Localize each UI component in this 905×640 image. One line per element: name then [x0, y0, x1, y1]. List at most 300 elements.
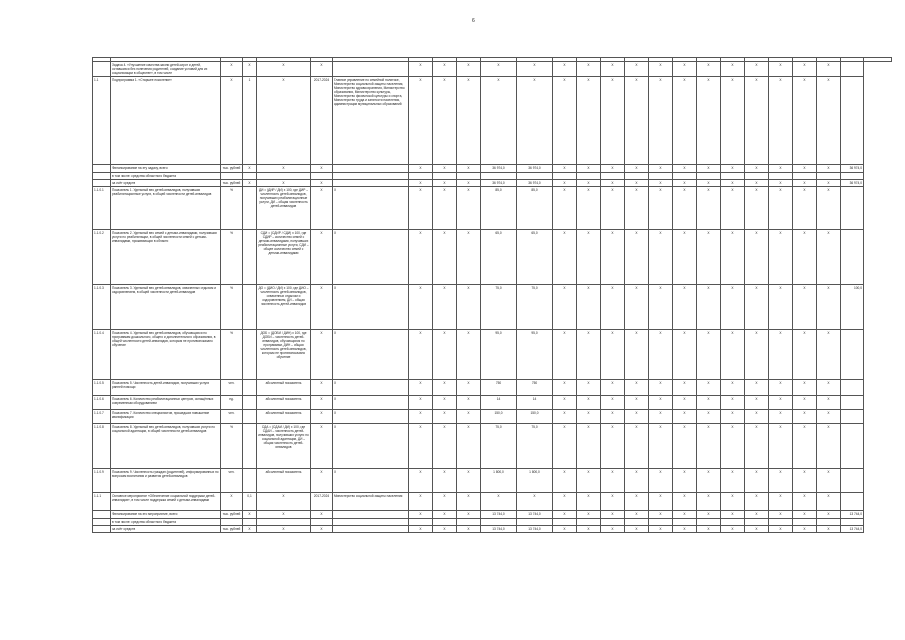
value-cell: Х [817, 469, 841, 493]
value-cell: Х [553, 410, 577, 424]
value-cell: 150,0 [517, 410, 553, 424]
value-cell: Х [577, 526, 601, 533]
value-cell: Х [769, 330, 793, 380]
period-cell: Х [311, 511, 333, 519]
row-id-cell [93, 519, 111, 526]
executor-cell [333, 62, 409, 77]
executor-cell [333, 180, 409, 187]
value-cell: Х [721, 180, 745, 187]
value-cell: Х [793, 396, 817, 410]
executor-cell: Главное управление по семейной политике, Министерство социальной защиты населения, Министерство здравоохранения, Министерство образования, Министерство культуры, Министерство физической культуры и спорта, Министерство труда и занятости населения, администрации муниципальных образований [333, 77, 409, 165]
unit-cell: чел. [221, 469, 243, 493]
value-cell: Х [745, 330, 769, 380]
value-cell: Х [673, 526, 697, 533]
value-cell: 95,0 [517, 330, 553, 380]
value-cell: Х [817, 62, 841, 77]
value-cell: Х [601, 165, 625, 173]
value-cell: Х [769, 526, 793, 533]
value-cell: Х [625, 396, 649, 410]
value-cell: Х [625, 424, 649, 469]
total-cell [841, 469, 864, 493]
table-row [93, 519, 892, 526]
value-cell: Х [577, 62, 601, 77]
value-cell: Х [601, 380, 625, 396]
value-cell: Х [481, 77, 517, 165]
value-cell: Х [577, 424, 601, 469]
executor-cell: Х [333, 330, 409, 380]
executor-cell: Х [333, 396, 409, 410]
value-cell [769, 173, 793, 180]
value-cell: 1 800,0 [517, 469, 553, 493]
value-cell: Х [769, 511, 793, 519]
value-cell [697, 173, 721, 180]
code-cell: 0,1 [243, 493, 257, 511]
formula-cell: Х [257, 511, 311, 519]
value-cell: 13 744,0 [481, 511, 517, 519]
row-id-cell [93, 526, 111, 533]
table-body [93, 58, 892, 533]
table-row [93, 165, 892, 173]
unit-cell: чел. [221, 410, 243, 424]
value-cell: Х [553, 511, 577, 519]
value-cell: Х [697, 424, 721, 469]
value-cell: Х [721, 165, 745, 173]
period-cell: 2017-2024 [311, 77, 333, 165]
total-cell [841, 230, 864, 285]
value-cell: Х [553, 62, 577, 77]
formula-cell [257, 173, 311, 180]
value-cell: Х [769, 62, 793, 77]
row-id-cell: 1.1.0.5 [93, 380, 111, 396]
period-cell: Х [311, 180, 333, 187]
value-cell: Х [601, 62, 625, 77]
value-cell: Х [625, 165, 649, 173]
value-cell [457, 173, 481, 180]
executor-cell: Х [333, 424, 409, 469]
value-cell: Х [769, 230, 793, 285]
value-cell: Х [769, 493, 793, 511]
value-cell: Х [793, 469, 817, 493]
value-cell: Х [577, 380, 601, 396]
page-number: 6 [472, 18, 475, 24]
table-row [93, 77, 892, 165]
value-cell: Х [817, 77, 841, 165]
value-cell: Х [817, 180, 841, 187]
code-cell: Х [243, 180, 257, 187]
value-cell: Х [601, 424, 625, 469]
row-name-cell: в том числе: средства областного бюджета [111, 173, 221, 180]
value-cell: Х [697, 526, 721, 533]
value-cell [577, 173, 601, 180]
value-cell: Х [649, 380, 673, 396]
value-cell: Х [649, 424, 673, 469]
code-cell [243, 410, 257, 424]
value-cell: Х [433, 285, 457, 330]
value-cell: Х [625, 493, 649, 511]
value-cell: Х [793, 285, 817, 330]
value-cell: Х [673, 410, 697, 424]
table-row [93, 469, 892, 493]
value-cell: Х [481, 493, 517, 511]
row-id-cell [93, 511, 111, 519]
value-cell: Х [673, 396, 697, 410]
value-cell: 150,0 [481, 410, 517, 424]
value-cell: Х [697, 410, 721, 424]
formula-cell: СДИ = (СДИР / СДИ) х 100, где СДИР – количество семей с детьми-инвалидами, получивших реабилитационные услуги, СДИ – общее количество семей с детьми-инвалидами [257, 230, 311, 285]
value-cell: Х [745, 493, 769, 511]
row-name-cell: Задача 4. «Улучшение качества жизни детей-сирот и детей, оставшихся без попечения родителей, создание условий для их социализации в обществе», в том числе [111, 62, 221, 77]
code-cell [243, 519, 257, 526]
value-cell: 14 [517, 396, 553, 410]
value-cell: Х [553, 180, 577, 187]
value-cell: Х [577, 493, 601, 511]
value-cell: Х [769, 396, 793, 410]
value-cell: Х [793, 526, 817, 533]
formula-cell: Х [257, 526, 311, 533]
value-cell: Х [745, 230, 769, 285]
value-cell: Х [649, 396, 673, 410]
row-id-cell: 1.1.0.2 [93, 230, 111, 285]
value-cell: Х [721, 285, 745, 330]
value-cell: Х [457, 62, 481, 77]
value-cell: Х [721, 380, 745, 396]
value-cell: Х [745, 380, 769, 396]
row-id-cell: 1.1.0.1 [93, 187, 111, 230]
value-cell: Х [409, 493, 433, 511]
formula-cell: Х [257, 493, 311, 511]
value-cell [673, 519, 697, 526]
value-cell: Х [721, 396, 745, 410]
code-cell [243, 396, 257, 410]
value-cell: Х [577, 285, 601, 330]
value-cell [817, 173, 841, 180]
value-cell: Х [649, 410, 673, 424]
formula-cell [257, 519, 311, 526]
value-cell: Х [409, 511, 433, 519]
value-cell: Х [721, 230, 745, 285]
value-cell: Х [649, 187, 673, 230]
value-cell: Х [409, 380, 433, 396]
value-cell [769, 519, 793, 526]
value-cell: Х [793, 187, 817, 230]
formula-cell: ДИ = (ДИР / ДИ) х 100, где ДИР – численность детей-инвалидов, получивших реабилитационные услуги, ДИ – общая численность детей-инвалидов [257, 187, 311, 230]
value-cell: Х [517, 62, 553, 77]
value-cell: Х [793, 424, 817, 469]
value-cell: Х [433, 62, 457, 77]
value-cell [793, 519, 817, 526]
total-cell [841, 519, 864, 526]
value-cell: Х [745, 396, 769, 410]
code-cell: Х [243, 526, 257, 533]
formula-cell: Х [257, 180, 311, 187]
value-cell: Х [673, 165, 697, 173]
value-cell: 65,0 [517, 230, 553, 285]
value-cell: Х [649, 165, 673, 173]
value-cell: 13 744,0 [517, 511, 553, 519]
value-cell [817, 519, 841, 526]
value-cell: 13 744,0 [517, 526, 553, 533]
value-cell: Х [745, 424, 769, 469]
value-cell: Х [457, 165, 481, 173]
value-cell: Х [409, 526, 433, 533]
value-cell: Х [409, 165, 433, 173]
code-cell [243, 230, 257, 285]
formula-cell: абсолютный показатель [257, 396, 311, 410]
value-cell [457, 519, 481, 526]
value-cell: Х [745, 469, 769, 493]
value-cell: Х [553, 285, 577, 330]
value-cell: 85,0 [481, 187, 517, 230]
code-cell: Х [243, 62, 257, 77]
value-cell: Х [625, 410, 649, 424]
value-cell: Х [673, 493, 697, 511]
row-name-cell: за счёт средств [111, 180, 221, 187]
value-cell: Х [793, 511, 817, 519]
total-cell: 100,0 [841, 285, 864, 330]
value-cell: Х [697, 180, 721, 187]
unit-cell: % [221, 230, 243, 285]
row-name-cell: Основное мероприятие «Обеспечение социальной поддержки детей-инвалидов», в том числе поддержка семей с детьми-инвалидами [111, 493, 221, 511]
table-row [93, 62, 892, 77]
value-cell: Х [553, 469, 577, 493]
value-cell: Х [769, 424, 793, 469]
row-name-cell: Показатель 3. Удельный вес детей-инвалидов, охваченных отдыхом и оздоровлением, в общей численности детей-инвалидов [111, 285, 221, 330]
unit-cell: тыс. рублей [221, 511, 243, 519]
value-cell: Х [553, 396, 577, 410]
value-cell: Х [673, 180, 697, 187]
code-cell [243, 330, 257, 380]
value-cell: Х [577, 511, 601, 519]
value-cell: Х [769, 410, 793, 424]
formula-cell: Х [257, 165, 311, 173]
table-row [93, 173, 892, 180]
formula-cell: Х [257, 62, 311, 77]
table-row [93, 526, 892, 533]
value-cell: Х [553, 424, 577, 469]
value-cell: Х [433, 230, 457, 285]
formula-cell: абсолютный показатель [257, 469, 311, 493]
period-cell: Х [311, 62, 333, 77]
table-row [93, 424, 892, 469]
period-cell [311, 519, 333, 526]
value-cell: 75,0 [517, 424, 553, 469]
value-cell: Х [769, 380, 793, 396]
executor-cell: Министерство социальной защиты населения [333, 493, 409, 511]
value-cell: Х [625, 187, 649, 230]
period-cell: Х [311, 396, 333, 410]
period-cell: Х [311, 424, 333, 469]
value-cell: 75,0 [481, 285, 517, 330]
value-cell: Х [769, 165, 793, 173]
value-cell: Х [601, 493, 625, 511]
row-id-cell [93, 173, 111, 180]
value-cell: Х [817, 285, 841, 330]
row-name-cell: за счёт средств [111, 526, 221, 533]
formula-cell: ДО = (ДИО / ДИ) х 100, где ДИО – численность детей-инвалидов, охваченных отдыхом и оздоровлением, ДИ – общая численность детей-инвалидов [257, 285, 311, 330]
value-cell: Х [673, 424, 697, 469]
period-cell: Х [311, 165, 333, 173]
value-cell: Х [673, 330, 697, 380]
value-cell: 750 [481, 380, 517, 396]
total-cell [841, 380, 864, 396]
value-cell: Х [457, 285, 481, 330]
row-id-cell [93, 62, 111, 77]
value-cell: Х [601, 180, 625, 187]
value-cell [517, 173, 553, 180]
value-cell [553, 519, 577, 526]
table-row [93, 330, 892, 380]
value-cell: Х [697, 330, 721, 380]
executor-cell [333, 519, 409, 526]
unit-cell: ед. [221, 396, 243, 410]
executor-cell: Х [333, 410, 409, 424]
total-cell [841, 77, 864, 165]
value-cell: Х [817, 396, 841, 410]
value-cell: 85,0 [517, 187, 553, 230]
value-cell: Х [721, 424, 745, 469]
value-cell: Х [817, 165, 841, 173]
total-cell: 13 744,0 [841, 526, 864, 533]
table-row [93, 396, 892, 410]
value-cell: Х [673, 77, 697, 165]
table-row [93, 187, 892, 230]
value-cell [601, 519, 625, 526]
unit-cell: Х [221, 62, 243, 77]
value-cell: Х [721, 511, 745, 519]
unit-cell: % [221, 187, 243, 230]
value-cell: Х [769, 187, 793, 230]
value-cell: Х [649, 526, 673, 533]
row-name-cell: Показатель 8. Удельный вес детей-инвалидов, получивших услуги по социальной адаптации, в общей численности детей-инвалидов [111, 424, 221, 469]
value-cell: 65,0 [481, 230, 517, 285]
value-cell: Х [601, 285, 625, 330]
value-cell: Х [769, 180, 793, 187]
unit-cell: Х [221, 77, 243, 165]
value-cell: 36 974,0 [481, 165, 517, 173]
value-cell: Х [553, 493, 577, 511]
value-cell: Х [481, 62, 517, 77]
value-cell: Х [577, 230, 601, 285]
period-cell: Х [311, 285, 333, 330]
code-cell [243, 469, 257, 493]
value-cell: Х [553, 77, 577, 165]
value-cell: Х [601, 469, 625, 493]
total-cell [841, 410, 864, 424]
value-cell: Х [697, 230, 721, 285]
value-cell: Х [697, 62, 721, 77]
value-cell: Х [577, 165, 601, 173]
value-cell: Х [721, 330, 745, 380]
value-cell: Х [409, 396, 433, 410]
value-cell: Х [673, 469, 697, 493]
value-cell: Х [553, 230, 577, 285]
value-cell: Х [817, 526, 841, 533]
value-cell: Х [601, 330, 625, 380]
value-cell [409, 519, 433, 526]
value-cell: Х [553, 165, 577, 173]
row-id-cell [93, 180, 111, 187]
value-cell: Х [793, 62, 817, 77]
value-cell: Х [409, 230, 433, 285]
value-cell: 95,0 [481, 330, 517, 380]
value-cell: Х [433, 330, 457, 380]
value-cell: Х [673, 380, 697, 396]
value-cell: 13 744,0 [481, 526, 517, 533]
row-id-cell: 1.1.0.6 [93, 396, 111, 410]
budget-table-sheet [92, 57, 887, 533]
code-cell: Х [243, 165, 257, 173]
value-cell: Х [817, 424, 841, 469]
value-cell: Х [601, 230, 625, 285]
value-cell: Х [433, 380, 457, 396]
row-name-cell: Показатель 2. Удельный вес семей с детьми-инвалидами, получивших услуги по реабилитации, в общей численности семей с детьми-инвалидами, проживающих в области [111, 230, 221, 285]
period-cell [311, 173, 333, 180]
executor-cell: Х [333, 469, 409, 493]
value-cell: Х [649, 77, 673, 165]
row-id-cell: 1.1 [93, 77, 111, 165]
value-cell: Х [553, 330, 577, 380]
code-cell [243, 173, 257, 180]
value-cell: Х [721, 187, 745, 230]
table-row [93, 230, 892, 285]
value-cell: Х [433, 396, 457, 410]
row-name-cell: Показатель 5. Численность детей-инвалидов, получивших услуги ранней помощи [111, 380, 221, 396]
value-cell: Х [457, 424, 481, 469]
unit-cell: % [221, 285, 243, 330]
value-cell: Х [601, 187, 625, 230]
value-cell: Х [457, 511, 481, 519]
value-cell: Х [817, 330, 841, 380]
table-row [93, 493, 892, 511]
period-cell: Х [311, 330, 333, 380]
value-cell: Х [649, 330, 673, 380]
value-cell [433, 519, 457, 526]
value-cell: Х [625, 230, 649, 285]
total-cell: 13 744,0 [841, 511, 864, 519]
value-cell: Х [457, 396, 481, 410]
period-cell: Х [311, 469, 333, 493]
unit-cell: тыс. рублей [221, 180, 243, 187]
value-cell: Х [649, 493, 673, 511]
budget-table [92, 57, 892, 533]
unit-cell: чел. [221, 380, 243, 396]
value-cell: Х [697, 493, 721, 511]
row-id-cell: 1.1.0.8 [93, 424, 111, 469]
value-cell [433, 173, 457, 180]
value-cell: Х [793, 493, 817, 511]
value-cell: Х [553, 380, 577, 396]
unit-cell [221, 519, 243, 526]
value-cell: Х [553, 526, 577, 533]
value-cell: Х [433, 493, 457, 511]
period-cell: Х [311, 230, 333, 285]
value-cell: Х [793, 77, 817, 165]
unit-cell: тыс. рублей [221, 165, 243, 173]
total-cell: 36 974,0 [841, 165, 864, 173]
value-cell: Х [649, 511, 673, 519]
value-cell: Х [745, 165, 769, 173]
value-cell: Х [457, 410, 481, 424]
value-cell: Х [577, 396, 601, 410]
value-cell: Х [433, 526, 457, 533]
value-cell [649, 519, 673, 526]
value-cell: Х [745, 285, 769, 330]
row-name-cell: Финансирование на это мероприятие, всего: [111, 511, 221, 519]
formula-cell: ДОБ = (ДОБИ / ДИН) х 100, где ДОБИ – численность детей-инвалидов, обучающихся по программам, ДИН – общая численность детей-инвалидов, которым не противопоказано обучение [257, 330, 311, 380]
value-cell: Х [721, 62, 745, 77]
value-cell: Х [793, 380, 817, 396]
total-cell [841, 330, 864, 380]
